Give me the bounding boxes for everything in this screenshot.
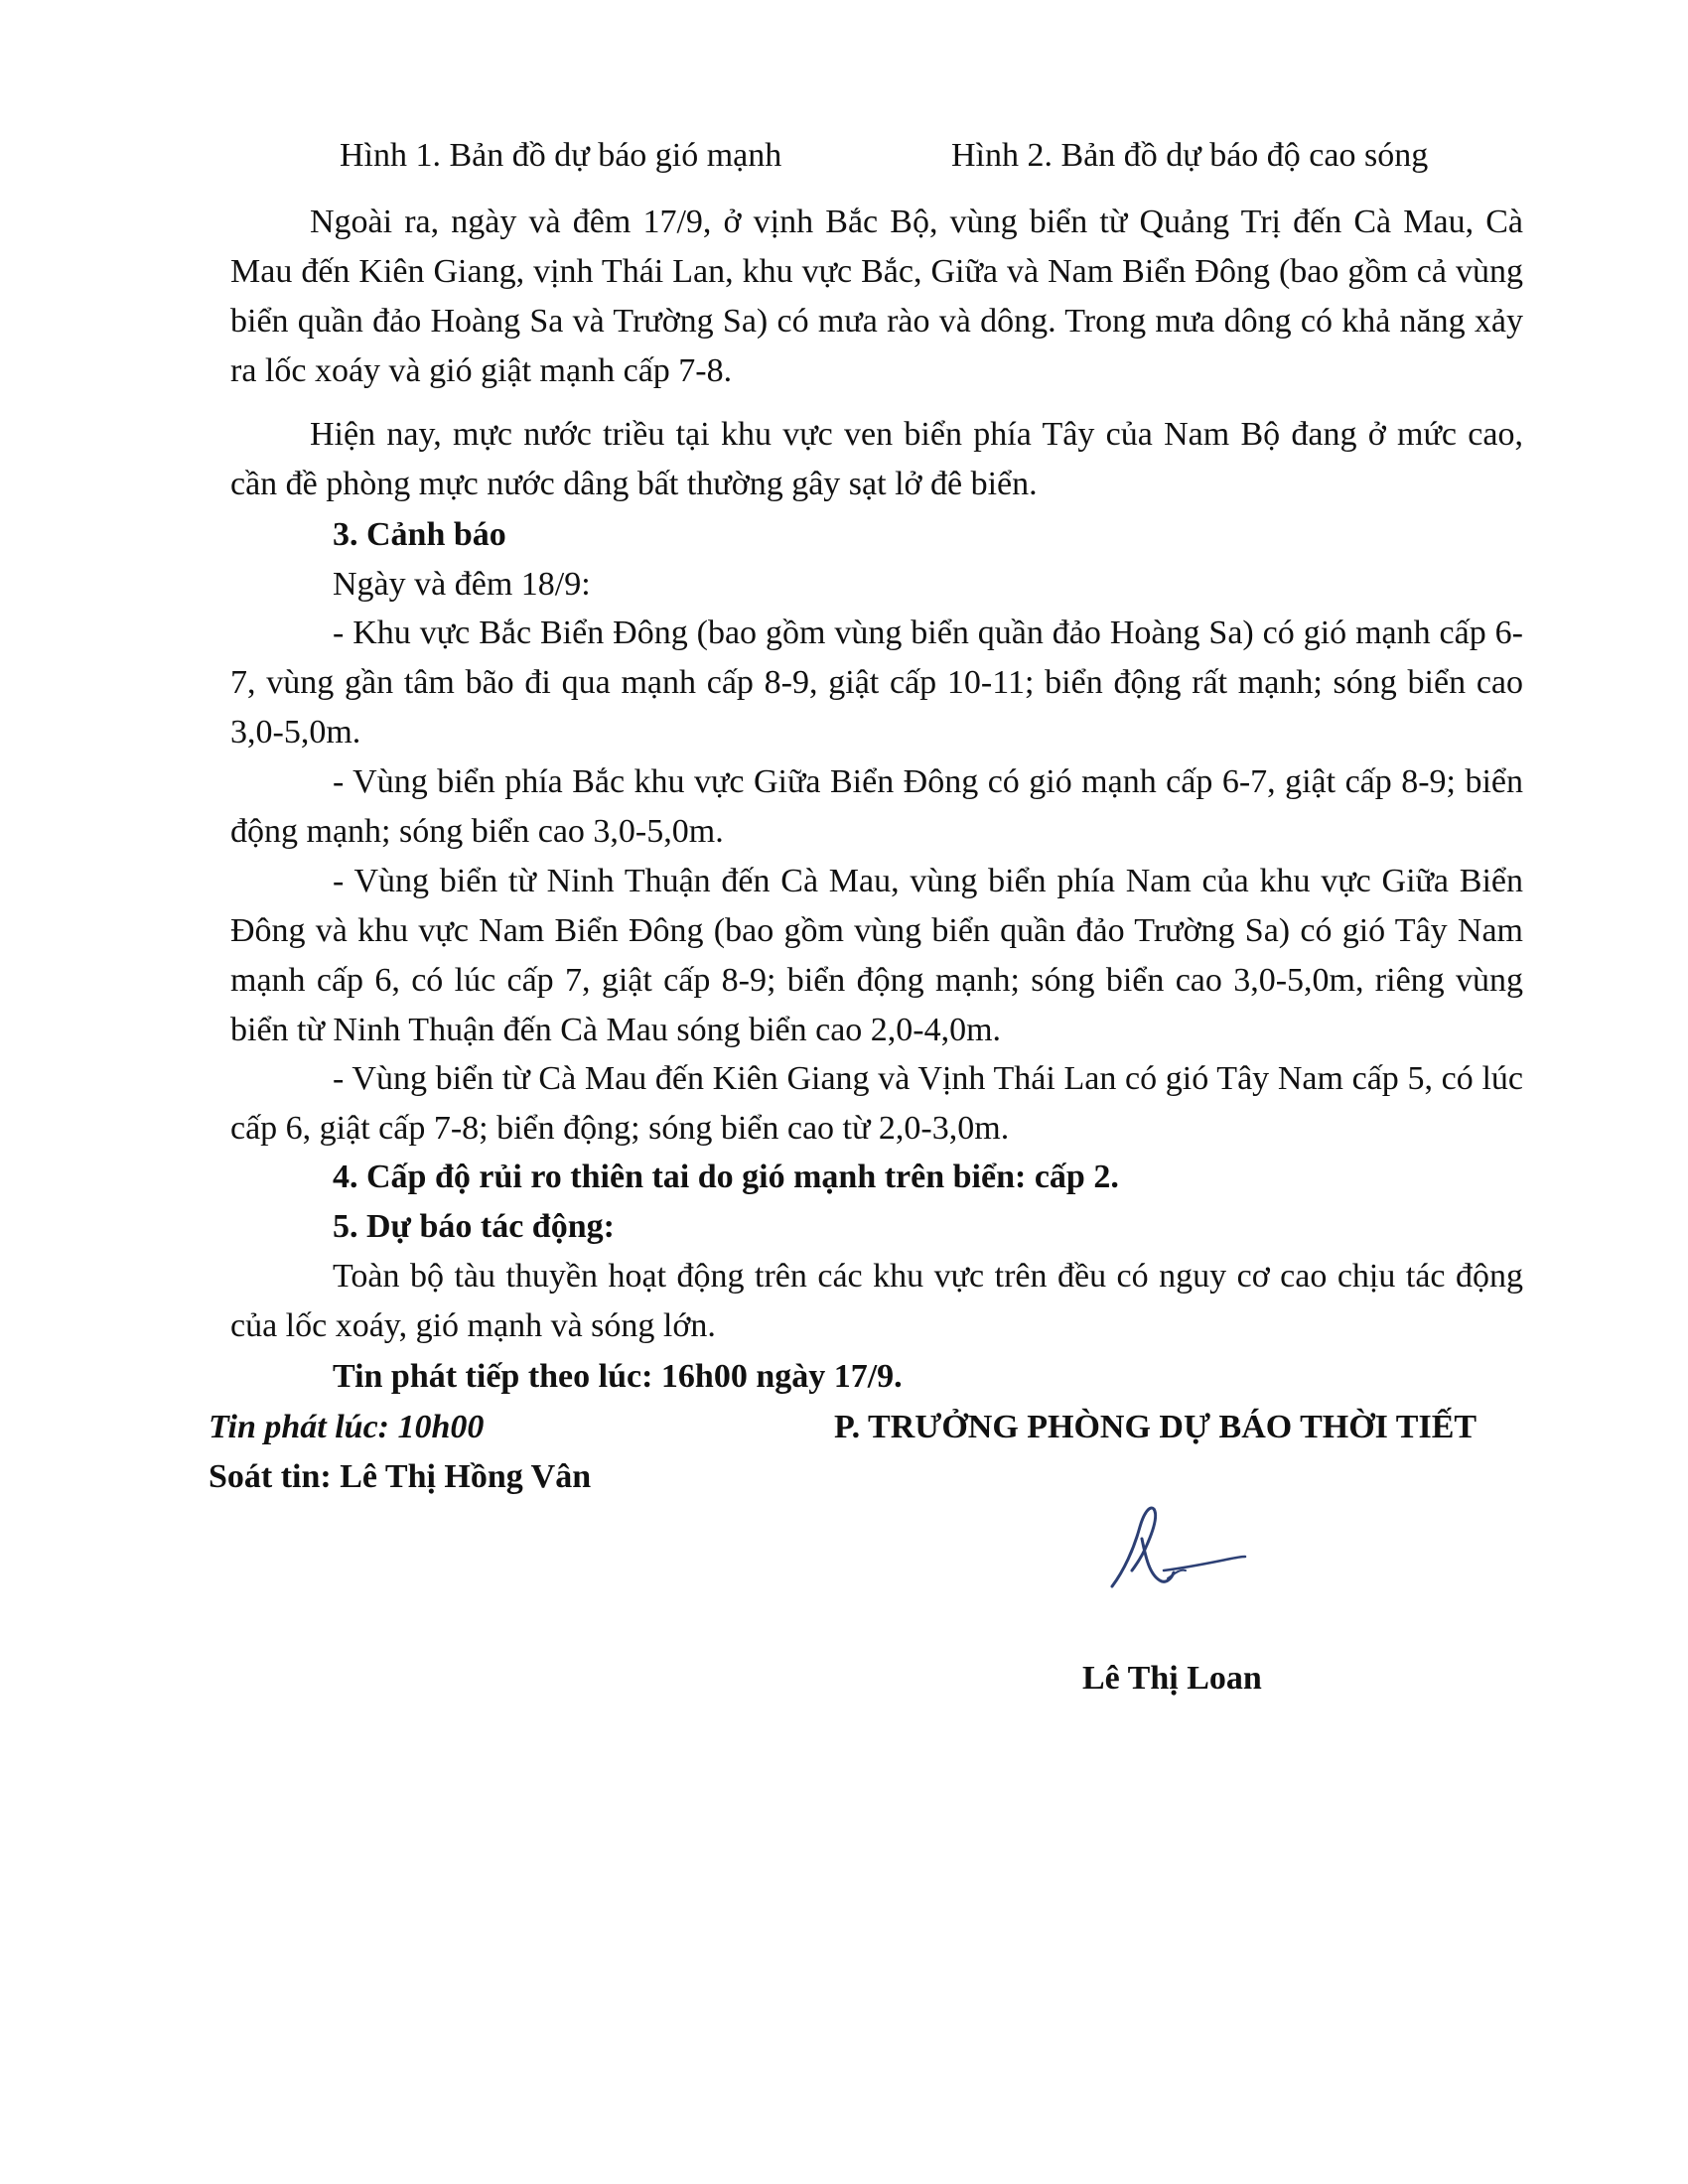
issued-at: Tin phát lúc: 10h00 bbox=[209, 1409, 485, 1445]
warning-item: - Vùng biển từ Cà Mau đến Kiên Giang và Vịnh Thái Lan có gió Tây Nam cấp 5, có lúc cấp 6, giật cấp 7-8; biển động; sóng biển cao từ 2,0-3,0m. bbox=[230, 1060, 1523, 1147]
section-3-date: Ngày và đêm 18/9: bbox=[333, 566, 591, 603]
warning-item: - Vùng biển từ Ninh Thuận đến Cà Mau, vùng biển phía Nam của khu vực Giữa Biển Đông và khu vực Nam Biển Đông (bao gồm vùng biển quần đảo Trường Sa) có gió Tây Nam mạnh cấp 6, có lúc cấp 7, giật cấp 8-9; biển động mạnh; sóng biển cao 3,0-5,0m, riêng vùng biển từ Ninh Thuận đến Cà Mau sóng biển cao 2,0-4,0m. bbox=[230, 863, 1523, 1048]
paragraph-tide: Hiện nay, mực nước triều tại khu vực ven biển phía Tây của Nam Bộ đang ở mức cao, cần đề phòng mực nước dâng bất thường gây sạt lở đê biển. bbox=[230, 416, 1523, 502]
section-5-text: Toàn bộ tàu thuyền hoạt động trên các khu vực trên đều có nguy cơ cao chịu tác động của lốc xoáy, gió mạnh và sóng lớn. bbox=[230, 1258, 1523, 1344]
reviewer: Soát tin: Lê Thị Hồng Vân bbox=[209, 1458, 592, 1495]
warning-item: - Vùng biển phía Bắc khu vực Giữa Biển Đông có gió mạnh cấp 6-7, giật cấp 8-9; biển động mạnh; sóng biển cao 3,0-5,0m. bbox=[230, 763, 1523, 850]
next-bulletin: Tin phát tiếp theo lúc: 16h00 ngày 17/9. bbox=[333, 1358, 903, 1395]
warning-item: - Khu vực Bắc Biển Đông (bao gồm vùng biển quần đảo Hoàng Sa) có gió mạnh cấp 6-7, vùng gần tâm bão đi qua mạnh cấp 8-9, giật cấp 10-11; biển động rất mạnh; sóng biển cao 3,0-5,0m. bbox=[230, 614, 1523, 751]
section-5-heading: 5. Dự báo tác động: bbox=[333, 1208, 615, 1245]
signer-title: P. TRƯỞNG PHÒNG DỰ BÁO THỜI TIẾT bbox=[834, 1409, 1477, 1445]
section-3-heading: 3. Cảnh báo bbox=[333, 516, 506, 553]
section-4-heading: 4. Cấp độ rủi ro thiên tai do gió mạnh trên biển: cấp 2. bbox=[333, 1159, 1119, 1195]
figure-1-caption: Hình 1. Bản đồ dự báo gió mạnh bbox=[340, 137, 782, 174]
figure-2-caption: Hình 2. Bản đồ dự báo độ cao sóng bbox=[951, 137, 1429, 174]
signer-name: Lê Thị Loan bbox=[1082, 1660, 1262, 1697]
signature-image bbox=[1102, 1499, 1251, 1598]
paragraph-thunderstorm: Ngoài ra, ngày và đêm 17/9, ở vịnh Bắc Bộ, vùng biển từ Quảng Trị đến Cà Mau, Cà Mau đến Kiên Giang, vịnh Thái Lan, khu vực Bắc, Giữa và Nam Biển Đông (bao gồm cả vùng biển quần đảo Hoàng Sa và Trường Sa) có mưa rào và dông. Trong mưa dông có khả năng xảy ra lốc xoáy và gió giật mạnh cấp 7-8. bbox=[230, 204, 1523, 389]
